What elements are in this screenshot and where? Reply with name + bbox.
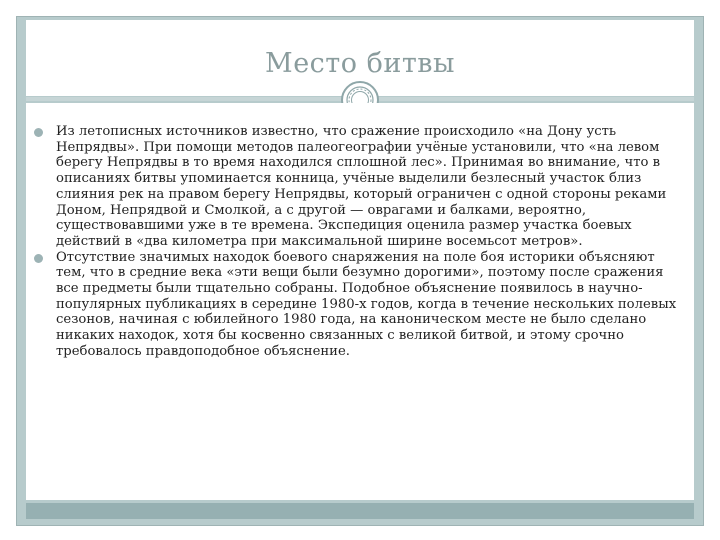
bullet-text: Отсутствие значимых находок боевого снаряжения на поле боя историки объясняют тем, что в средние века «эти вещи были безумно дорогими», поэтому после сражения все предметы были тщательно собраны. Подобное объяснение появилось в научно-популярных публикациях в середине 1980-х годов, когда в течение нескольких полевых сезонов, начиная с юбилейного 1980 года, на каноническом месте не было сделано никаких находок, хотя бы косвенно связанных с великой битвой, и этому срочно требовалось правдоподобное объяснение.: [56, 249, 677, 359]
round-bullet-icon: [34, 128, 43, 137]
bullet-list: [34, 124, 682, 360]
slide-title: Место битвы: [265, 48, 455, 79]
content-panel: [26, 103, 694, 500]
bullet-item: [34, 250, 682, 360]
bullet-item: [34, 124, 682, 250]
footer-bar: [26, 503, 694, 519]
bullet-text: Из летописных источников известно, что сражение происходило «на Дону усть Непрядвы». При помощи методов палеогеографии учёные установили, что «на левом берегу Непрядвы в то время находился сплошной лес». Принимая во внимание, что в описаниях битвы упоминается конница, учёные выделили безлесный участок близ слияния рек на правом берегу Непрядвы, который ограничен с одной стороны реками Доном, Непрядвой и Смолкой, а с другой — оврагами и балками, вероятно, существовавшими уже в те времена. Экспедиция оценила размер участка боевых действий в «два километра при максимальной ширине восемьсот метров».: [56, 124, 667, 249]
round-bullet-icon: [34, 254, 43, 263]
